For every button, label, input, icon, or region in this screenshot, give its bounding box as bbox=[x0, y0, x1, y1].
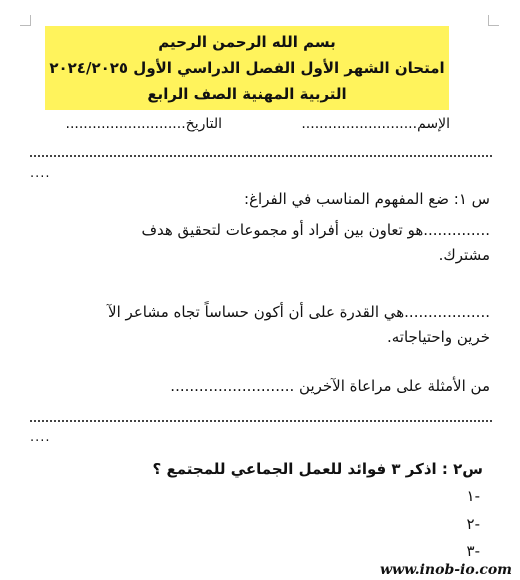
q1-item-1-line-2: مشترك. bbox=[438, 246, 490, 264]
q1-item-2-line-2: خرين واحتياجاته. bbox=[386, 328, 490, 346]
student-name-field: الإسم.......................... bbox=[301, 116, 450, 132]
q1-item-2-line-1: ..................هي القدرة على أن أكون حساساً تجاه مشاعر الآ bbox=[108, 303, 490, 321]
q2-answer-3: -٣ bbox=[466, 542, 480, 560]
dotted-line bbox=[30, 155, 492, 157]
q1-item-3: من الأمثلة على مراعاة الآخرين .......................... bbox=[170, 377, 490, 395]
date-field: التاريخ........................... bbox=[65, 116, 222, 132]
crop-mark-top-left bbox=[20, 15, 31, 26]
exam-header bbox=[45, 26, 449, 110]
subject-grade: التربية المهنية الصف الرابع bbox=[147, 85, 347, 103]
question-2-title: س٢ : اذكر ٣ فوائد للعمل الجماعي للمجتمع ؟ bbox=[152, 460, 483, 478]
q2-answer-1: -١ bbox=[466, 487, 480, 505]
dotted-line bbox=[30, 420, 492, 422]
watermark: www.inob-io.com bbox=[379, 562, 512, 578]
crop-mark-top-right bbox=[488, 15, 499, 26]
q2-answer-2: -٢ bbox=[466, 515, 480, 533]
q1-item-1-line-1: ..............هو تعاون بين أفراد أو مجموعات لتحقيق هدف bbox=[141, 221, 490, 239]
question-1-title: س ١: ضع المفهوم المناسب في الفراغ: bbox=[244, 190, 490, 208]
basmala: بسم الله الرحمن الرحيم bbox=[158, 33, 336, 51]
trailing-dots: .... bbox=[30, 166, 51, 181]
exam-title: امتحان الشهر الأول الفصل الدراسي الأول ٢٠٢٤/٢٠٢٥ bbox=[49, 59, 445, 77]
trailing-dots: .... bbox=[30, 430, 51, 445]
